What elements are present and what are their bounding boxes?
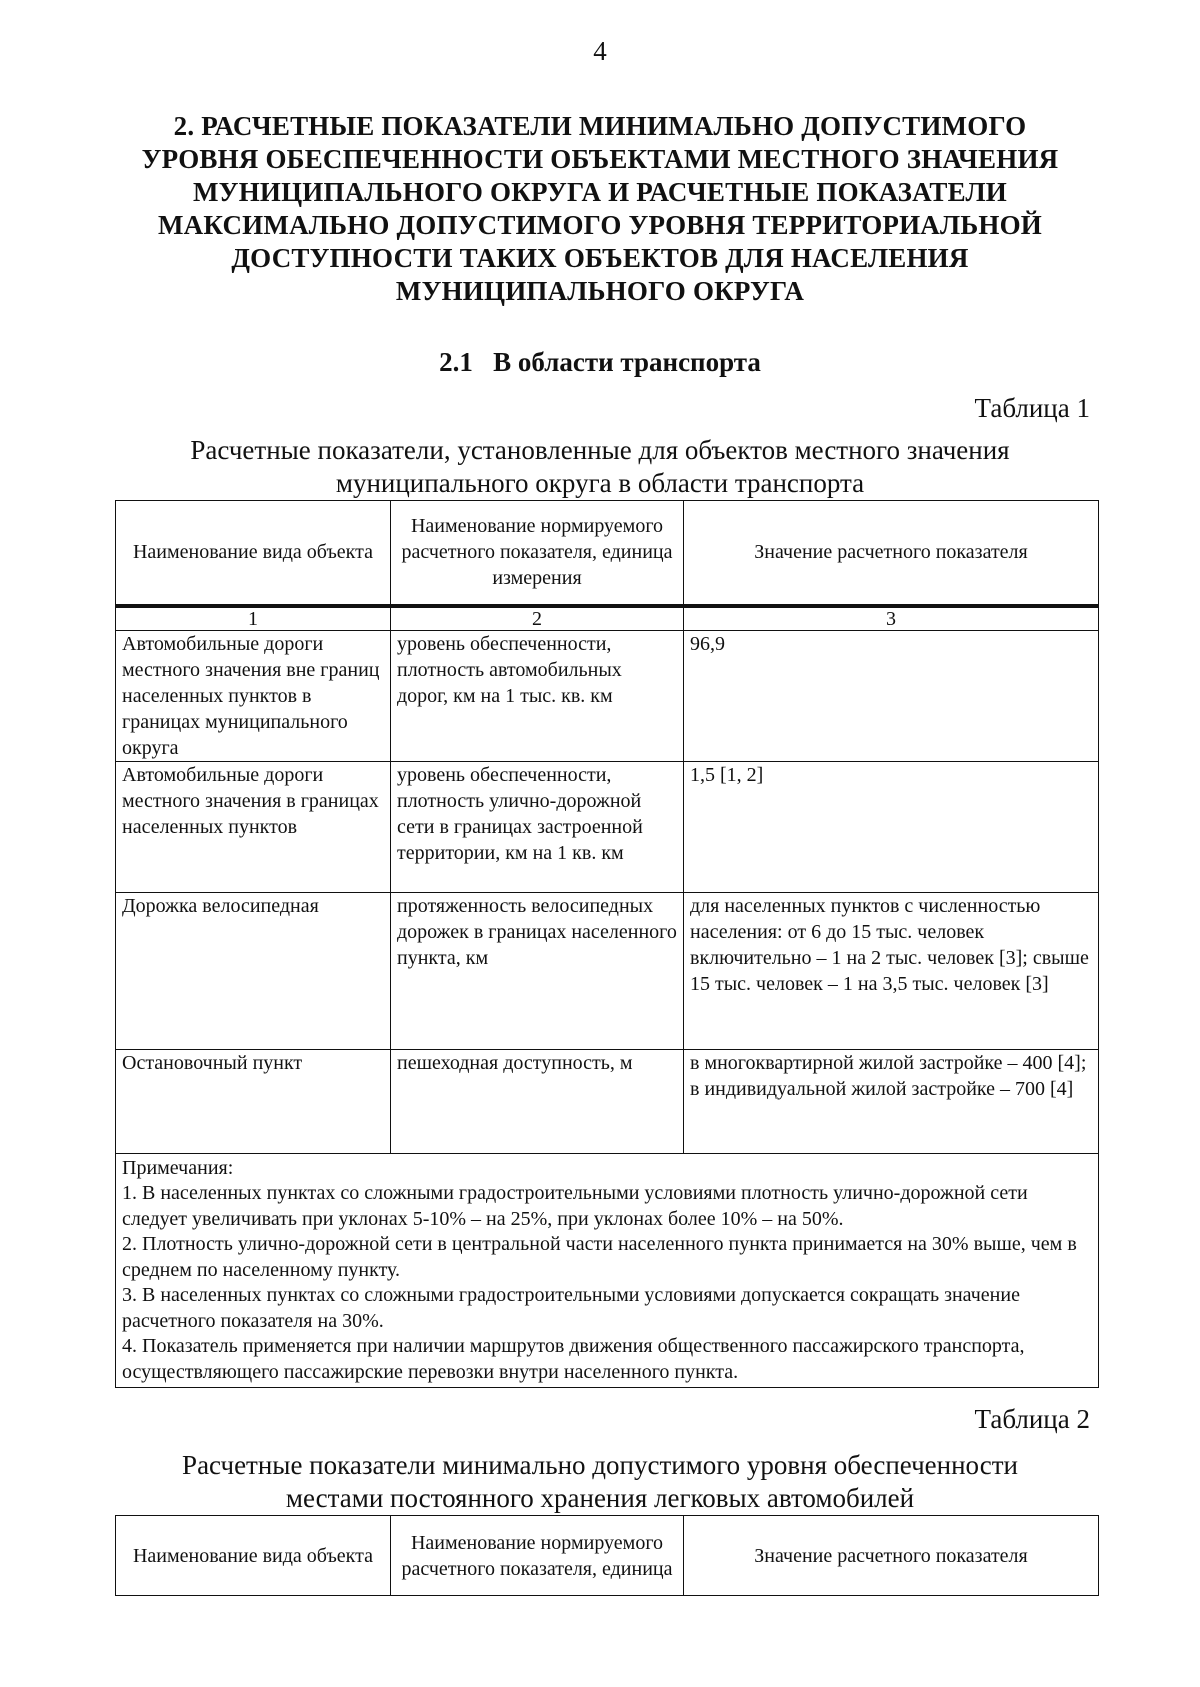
section-title-line: УРОВНЯ ОБЕСПЕЧЕННОСТИ ОБЪЕКТАМИ МЕСТНОГО ЗНАЧЕНИЯ [141, 144, 1059, 174]
table1-cell-indicator: уровень обеспеченности, плотность улично-дорожной сети в границах застроенной территории, км на 1 кв. км [391, 761, 684, 892]
table1-notes-row [116, 1153, 1099, 1388]
table1-header-object: Наименование вида объекта [116, 501, 391, 606]
table1 [115, 500, 1099, 1388]
table1-cell-object: Автомобильные дороги местного значения в границах населенных пунктов [116, 761, 391, 892]
table1-notes [116, 1153, 1099, 1388]
table1-cell-object: Автомобильные дороги местного значения вне границ населенных пунктов в границах муниципального округа [116, 630, 391, 761]
table1-cell-indicator: пешеходная доступность, м [391, 1049, 684, 1153]
table1-cell-value: для населенных пунктов с численностью населения: от 6 до 15 тыс. человек включительно – 1 на 2 тыс. человек [3]; свыше 15 тыс. человек – 1 на 3,5 тыс. человек [3] [684, 892, 1099, 1049]
page-number: 4 [593, 36, 607, 66]
notes-title: Примечания: [122, 1156, 234, 1179]
table2-caption-line: местами постоянного хранения легковых автомобилей [285, 1483, 915, 1513]
table-row [116, 1049, 1099, 1153]
section-title-line: МУНИЦИПАЛЬНОГО ОКРУГА [395, 276, 805, 306]
table1-column-number: 3 [684, 606, 1099, 631]
table2-header-row [116, 1516, 1099, 1596]
section-title-line: МУНИЦИПАЛЬНОГО ОКРУГА И РАСЧЕТНЫЕ ПОКАЗАТЕЛИ [193, 177, 1007, 207]
table1-header-row [116, 501, 1099, 606]
table1-caption [100, 434, 1100, 500]
table1-header-value: Значение расчетного показателя [684, 501, 1099, 606]
table2-header-value: Значение расчетного показателя [684, 1516, 1099, 1596]
table1-column-number: 1 [116, 606, 391, 631]
table2 [115, 1515, 1099, 1596]
table1-column-number: 2 [391, 606, 684, 631]
table-row [116, 630, 1099, 761]
table1-cell-indicator: уровень обеспеченности, плотность автомобильных дорог, км на 1 тыс. кв. км [391, 630, 684, 761]
table2-label: Таблица 2 [974, 1404, 1090, 1434]
table1-caption-line: муниципального округа в области транспорта [335, 468, 865, 498]
note-item: 1. В населенных пунктах со сложными градостроительными условиями плотность улично-дорожной сети следует увеличивать при уклонах 5-10% – на 25%, при уклонах более 10% – на 50%. [122, 1182, 1028, 1230]
table-row [116, 761, 1099, 892]
table2-header-object: Наименование вида объекта [116, 1516, 391, 1596]
table1-cell-indicator: протяженность велосипедных дорожек в границах населенного пункта, км [391, 892, 684, 1049]
section-title [110, 110, 1090, 308]
table1-cell-value: в многоквартирной жилой застройке – 400 [4]; в индивидуальной жилой застройке – 700 [4] [684, 1049, 1099, 1153]
table1-column-numbers [116, 606, 1099, 631]
table1-label: Таблица 1 [974, 393, 1090, 423]
table1-caption-line: Расчетные показатели, установленные для объектов местного значения [190, 435, 1010, 465]
note-item: 2. Плотность улично-дорожной сети в центральной части населенного пункта принимается на 30% выше, чем в среднем по населенному пункту. [122, 1233, 1077, 1281]
table1-cell-object: Остановочный пункт [116, 1049, 391, 1153]
section-title-line: ДОСТУПНОСТИ ТАКИХ ОБЪЕКТОВ ДЛЯ НАСЕЛЕНИЯ [231, 243, 969, 273]
table1-cell-object: Дорожка велосипедная [116, 892, 391, 1049]
table2-caption [100, 1449, 1100, 1515]
table1-cell-value: 1,5 [1, 2] [684, 761, 1099, 892]
section-title-line: МАКСИМАЛЬНО ДОПУСТИМОГО УРОВНЯ ТЕРРИТОРИАЛЬНОЙ [158, 210, 1042, 240]
table2-header-indicator: Наименование нормируемого расчетного показателя, единица [391, 1516, 684, 1596]
note-item: 4. Показатель применяется при наличии маршрутов движения общественного пассажирского транспорта, осуществляющего пассажирские перевозки внутри населенного пункта. [122, 1335, 1025, 1383]
note-item: 3. В населенных пунктах со сложными градостроительными условиями допускается сокращать значение расчетного показателя на 30%. [122, 1284, 1020, 1332]
table1-cell-value: 96,9 [684, 630, 1099, 761]
table2-caption-line: Расчетные показатели минимально допустимого уровня обеспеченности [182, 1450, 1018, 1480]
table1-header-indicator: Наименование нормируемого расчетного показателя, единица измерения [391, 501, 684, 606]
section-title-line: 2. РАСЧЕТНЫЕ ПОКАЗАТЕЛИ МИНИМАЛЬНО ДОПУСТИМОГО [173, 111, 1027, 141]
table-row [116, 892, 1099, 1049]
subsection-title: 2.1 В области транспорта [439, 347, 761, 377]
